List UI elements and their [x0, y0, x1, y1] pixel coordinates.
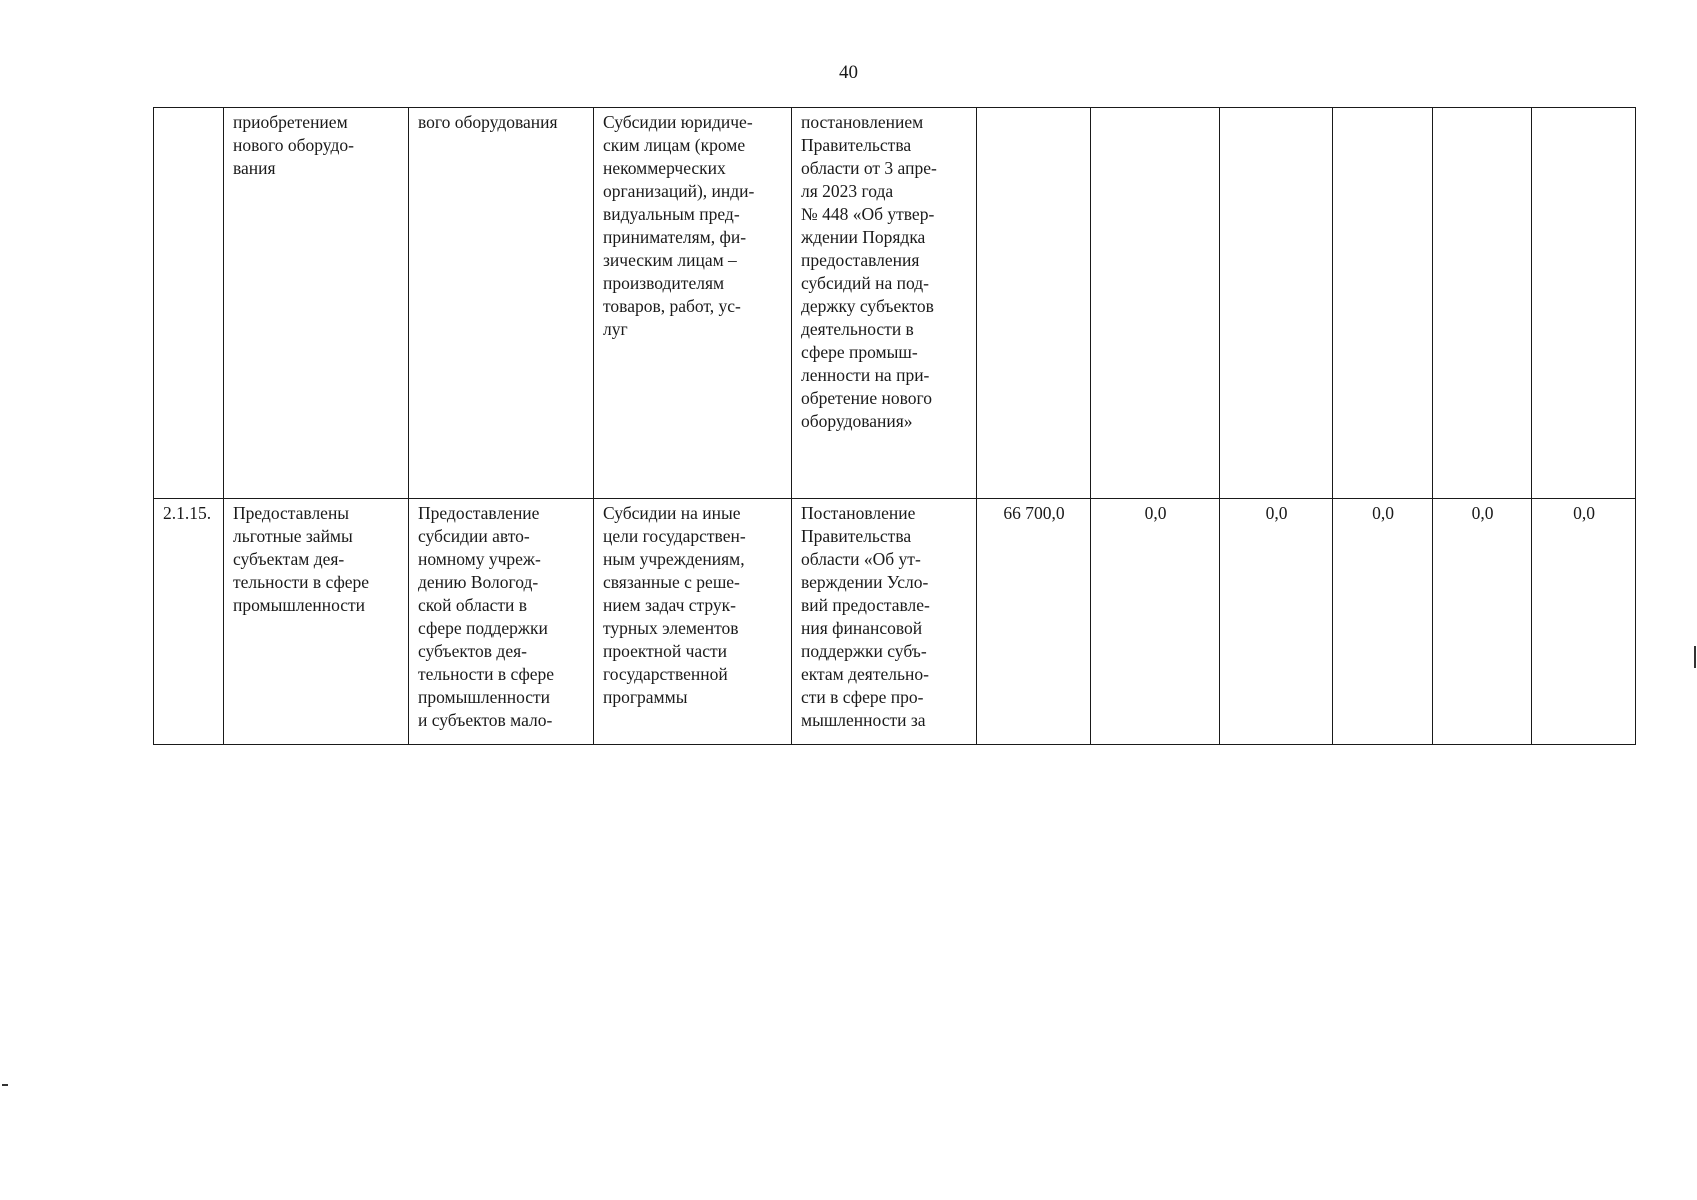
value-cell-1: 66 700,0	[977, 499, 1091, 745]
scan-margin-mark	[1694, 646, 1696, 668]
value-cell-3: 0,0	[1220, 499, 1333, 745]
budget-table	[153, 107, 1636, 745]
value-cell-5	[1433, 108, 1532, 499]
result-cell: Предоставлены льготные займы субъектам дея- тельности в сфере промышленности	[224, 499, 409, 745]
document-cell: постановлением Правительства области от 3 апре- ля 2023 года № 448 «Об утвер- ждении Порядка предоставления субсидий на под- держку субъектов деятельности в сфере промыш- ленности на при- обретение нового оборудования»	[792, 108, 977, 499]
measure-cell: вого оборудования	[409, 108, 594, 499]
value-cell-4	[1333, 108, 1433, 499]
document-cell: Постановление Правительства области «Об ут- верждении Усло- вий предоставле- ния финансовой поддержки субъ- ектам деятельно- сти в сфере про- мышленности за	[792, 499, 977, 745]
direction-cell: Субсидии на иные цели государствен- ным учреждениям, связанные с реше- нием задач струк- турных элементов проектной части государственной программы	[594, 499, 792, 745]
table-row	[154, 499, 1636, 745]
row-code-cell: 2.1.15.	[154, 499, 224, 745]
value-cell-3	[1220, 108, 1333, 499]
value-cell-6	[1532, 108, 1636, 499]
table-row	[154, 108, 1636, 499]
value-cell-6: 0,0	[1532, 499, 1636, 745]
value-cell-2: 0,0	[1091, 499, 1220, 745]
value-cell-2	[1091, 108, 1220, 499]
result-cell: приобретением нового оборудо- вания	[224, 108, 409, 499]
row-code-cell	[154, 108, 224, 499]
direction-cell: Субсидии юридиче- ским лицам (кроме некоммерческих организаций), инди- видуальным пред- принимателям, фи- зическим лицам – производителям товаров, работ, ус- луг	[594, 108, 792, 499]
value-cell-5: 0,0	[1433, 499, 1532, 745]
value-cell-4: 0,0	[1333, 499, 1433, 745]
measure-cell: Предоставление субсидии авто- номному учреж- дению Вологод- ской области в сфере поддержки субъектов дея- тельности в сфере промышленности и субъектов мало-	[409, 499, 594, 745]
page-number: 40	[839, 62, 858, 83]
scan-margin-mark	[2, 1084, 8, 1086]
value-cell-1	[977, 108, 1091, 499]
